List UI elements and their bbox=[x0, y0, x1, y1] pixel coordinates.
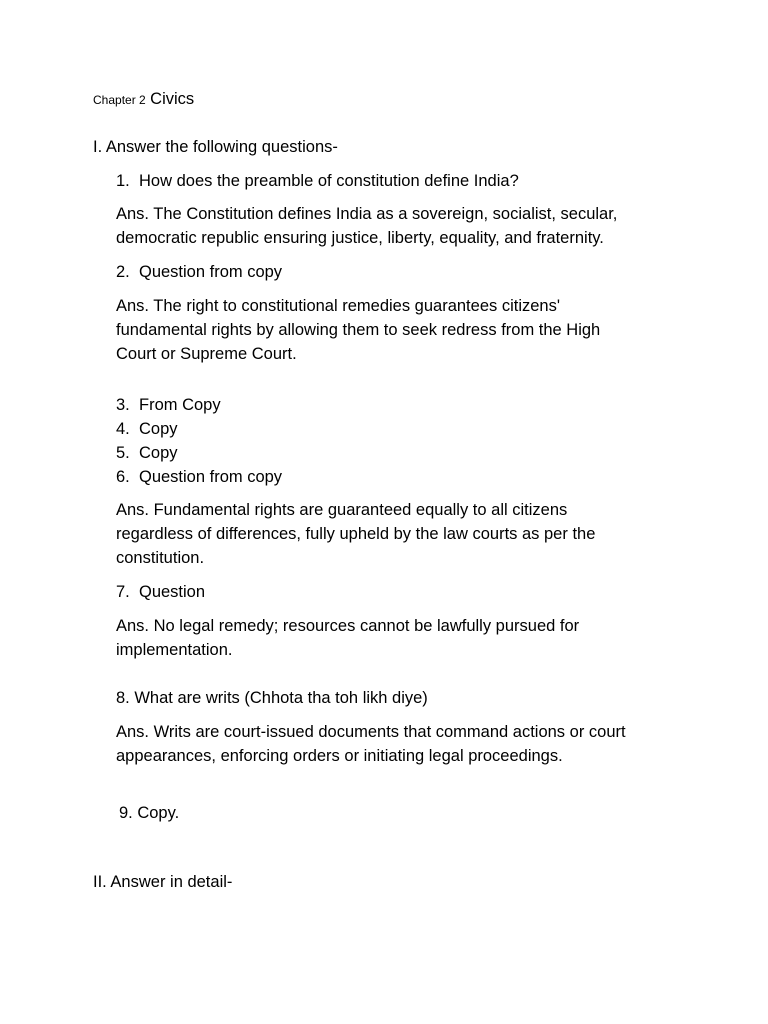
chapter-label: Chapter 2 bbox=[93, 93, 146, 107]
question-text: Question bbox=[139, 583, 206, 601]
question-4 bbox=[116, 417, 178, 441]
question-1 bbox=[116, 169, 519, 193]
question-3 bbox=[116, 393, 221, 417]
question-number: 4. bbox=[116, 420, 130, 438]
question-5 bbox=[116, 441, 178, 465]
answer-8-line-2: appearances, enforcing orders or initiating legal proceedings. bbox=[116, 747, 563, 765]
section-2-heading: II. Answer in detail- bbox=[93, 873, 233, 891]
question-number: 1. bbox=[116, 172, 130, 190]
answer-7-line-2: implementation. bbox=[116, 641, 233, 659]
question-number: 3. bbox=[116, 396, 130, 414]
question-text: Question from copy bbox=[139, 468, 283, 486]
question-8: 8. What are writs (Chhota tha toh likh diye) bbox=[116, 689, 428, 707]
answer-6-line-2: regardless of differences, fully upheld by the law courts as per the bbox=[116, 525, 596, 543]
answer-2-line-1: Ans. The right to constitutional remedies guarantees citizens' bbox=[116, 297, 561, 315]
answer-8-line-1: Ans. Writs are court-issued documents that command actions or court bbox=[116, 723, 626, 741]
question-number: 7. bbox=[116, 583, 130, 601]
question-2 bbox=[116, 260, 282, 284]
question-text: Copy bbox=[139, 420, 178, 438]
question-number: 2. bbox=[116, 263, 130, 281]
answer-7-line-1: Ans. No legal remedy; resources cannot be lawfully pursued for bbox=[116, 617, 580, 635]
question-text: How does the preamble of constitution define India? bbox=[139, 172, 519, 190]
question-9: 9. Copy. bbox=[119, 804, 180, 822]
subject-label: Civics bbox=[150, 90, 195, 108]
answer-1-line-2: democratic republic ensuring justice, liberty, equality, and fraternity. bbox=[116, 229, 604, 247]
question-6 bbox=[116, 465, 282, 489]
answer-2-line-2: fundamental rights by allowing them to seek redress from the High bbox=[116, 321, 601, 339]
answer-6-line-3: constitution. bbox=[116, 549, 205, 567]
question-number: 5. bbox=[116, 444, 130, 462]
answer-1-line-1: Ans. The Constitution defines India as a sovereign, socialist, secular, bbox=[116, 205, 618, 223]
answer-6-line-1: Ans. Fundamental rights are guaranteed equally to all citizens bbox=[116, 501, 568, 519]
question-text: Copy bbox=[139, 444, 178, 462]
section-1-heading: I. Answer the following questions- bbox=[93, 138, 338, 156]
question-text: From Copy bbox=[139, 396, 221, 414]
question-text: Question from copy bbox=[139, 263, 283, 281]
answer-2-line-3: Court or Supreme Court. bbox=[116, 345, 297, 363]
page-title bbox=[93, 87, 194, 112]
question-number: 6. bbox=[116, 468, 130, 486]
question-7 bbox=[116, 580, 205, 604]
